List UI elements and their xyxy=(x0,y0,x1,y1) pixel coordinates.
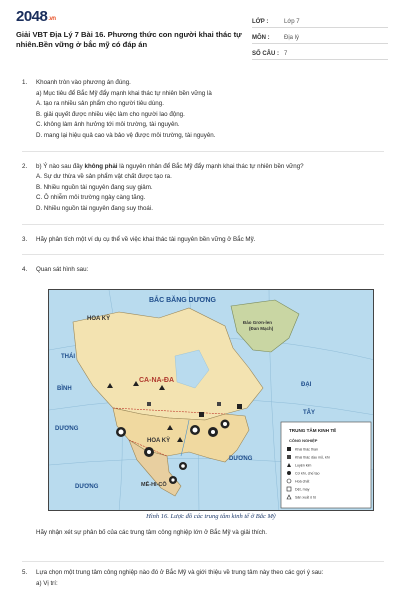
label-canada: CA-NA-ĐA xyxy=(139,377,174,384)
question-number: 5. xyxy=(22,569,28,576)
legend-item: Dệt, may xyxy=(295,487,310,492)
label-pacific-1: THÁI xyxy=(61,354,75,360)
page-title: Giải VBT Địa Lý 7 Bài 16. Phương thức con người khai thác tự nhiên.Bền vững ở bắc mỹ có đáp án xyxy=(16,30,242,49)
label-atlantic-3: DƯƠNG xyxy=(229,456,253,462)
page-header xyxy=(16,8,386,68)
north-america-economic-map xyxy=(48,289,374,511)
option[interactable]: D. mang lại hiệu quả cao và bảo vệ được môi trường, tài nguyên. xyxy=(36,131,216,139)
option[interactable]: B. giải quyết được nhiều việc làm cho người lao động. xyxy=(36,110,185,118)
meta-row-class xyxy=(252,12,388,28)
map-graphic xyxy=(49,290,374,511)
option[interactable]: C. Ô nhiễm môi trường ngày càng tăng. xyxy=(36,194,146,202)
option[interactable]: A. tạo ra nhiều sản phẩm cho người tiêu dùng. xyxy=(36,100,164,108)
divider xyxy=(22,151,384,152)
figure-caption: Hình 16. Lược đồ các trung tâm kinh tế ở Bắc Mỹ xyxy=(146,513,276,520)
meta-value: 7 xyxy=(284,51,288,57)
meta-row-count xyxy=(252,44,388,60)
legend-item: Sản xuất ô tô xyxy=(295,495,317,500)
question-number: 3. xyxy=(22,235,28,243)
label-atlantic-1: ĐẠI xyxy=(301,382,312,388)
question-number: 4. xyxy=(22,266,28,274)
question-number: 1. xyxy=(22,79,28,86)
question-number: 2. xyxy=(22,162,28,170)
map-question-text: Hãy nhận xét sự phân bố của các trung tâm công nghiệp lớn ở Bắc Mỹ và giải thích. xyxy=(36,529,268,536)
meta-key: SỐ CÂU : xyxy=(252,51,279,57)
label-pacific-4: DƯƠNG xyxy=(75,484,99,490)
option[interactable]: C. không làm ảnh hưởng tới môi trường, tài nguyên. xyxy=(36,121,180,129)
stem-text: là nguyên nhân để Bắc Mỹ đẩy mạnh khai thác tự nhiên bền vững? xyxy=(117,162,304,170)
logo-tld: .vn xyxy=(48,16,56,22)
label-arctic: BẮC BĂNG DƯƠNG xyxy=(149,297,216,304)
legend-item: Khai thác dầu mỏ, khí xyxy=(295,455,330,460)
meta-value: Địa lý xyxy=(284,35,300,41)
divider xyxy=(22,254,384,255)
question-stem xyxy=(36,162,384,173)
question-sub: a) Vị trí: xyxy=(36,579,58,587)
question-3 xyxy=(22,235,384,246)
map-legend xyxy=(281,422,371,508)
question-2 xyxy=(22,162,384,215)
meta-key: MÔN : xyxy=(252,35,270,41)
question-stem: Hãy phân tích một ví dụ cụ thể về việc khai thác tài nguyên bền vững ở Bắc Mỹ. xyxy=(36,235,256,243)
label-pacific-2: BÌNH xyxy=(57,386,72,392)
label-mexico: MÊ-HI-CÔ xyxy=(141,482,167,488)
label-usa-alaska: HOA KỲ xyxy=(87,316,111,322)
question-4 xyxy=(22,265,384,276)
logo-text: 2048 xyxy=(16,8,48,25)
legend-item: Cơ khí, chế tạo xyxy=(295,471,320,476)
question-5-body xyxy=(22,568,384,589)
stem-text: b) Ý nào sau đây xyxy=(36,162,85,170)
option[interactable]: A. Sự dư thừa về sản phẩm vật chất được tạo ra. xyxy=(36,173,172,181)
legend-title: TRUNG TÂM KINH TẾ xyxy=(289,428,337,433)
label-greenland: Đảo Grơn-len xyxy=(243,320,272,325)
legend-item: Hoá chất xyxy=(295,479,310,484)
question-stem: Quan sát hình sau: xyxy=(36,266,89,274)
question-sub: a) Mục tiêu để Bắc Mỹ đẩy mạnh khai thác tự nhiên bền vững là xyxy=(36,89,212,97)
question-stem: Lựa chọn một trung tâm công nghiệp nào đó ở Bắc Mỹ và giới thiệu về trung tâm này theo các gợi ý sau: xyxy=(36,569,324,576)
meta-key: LỚP : xyxy=(252,19,269,25)
meta-value: Lớp 7 xyxy=(284,19,300,25)
option[interactable]: D. Nhiều nguồn tài nguyên đang suy thoái. xyxy=(36,204,153,212)
label-pacific-3: DƯƠNG xyxy=(55,426,79,432)
legend-item: Luyện kim xyxy=(295,463,312,468)
label-usa: HOA KỲ xyxy=(147,438,171,444)
question-stem: Khoanh tròn vào phương án đúng. xyxy=(36,79,131,86)
site-logo[interactable] xyxy=(16,8,56,25)
legend-item: Khai thác than xyxy=(295,447,318,452)
divider xyxy=(22,224,384,225)
question-1 xyxy=(22,78,384,142)
question-5 xyxy=(22,561,384,589)
option[interactable]: B. Nhiều nguồn tài nguyên đang suy giảm. xyxy=(36,183,153,191)
meta-row-subject xyxy=(252,28,388,44)
meta-panel xyxy=(252,12,388,60)
label-atlantic-2: TÂY xyxy=(303,410,315,416)
divider xyxy=(22,561,384,562)
stem-emphasis: không phải xyxy=(84,162,118,170)
label-denmark: (Đan Mạch) xyxy=(249,326,274,331)
question-list xyxy=(22,78,384,276)
legend-subtitle: CÔNG NGHIỆP xyxy=(289,438,318,443)
